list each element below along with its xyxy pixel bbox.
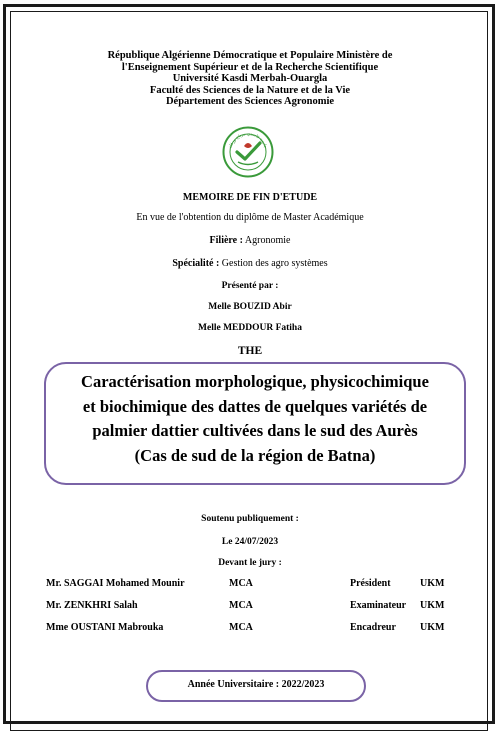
presente-par: Présenté par : bbox=[221, 281, 279, 291]
author-1: Melle BOUZID Abir bbox=[208, 302, 292, 312]
jury-grade-2: MCA bbox=[229, 600, 253, 611]
academic-year: Année Universitaire : 2022/2023 bbox=[187, 679, 325, 690]
jury-grade-1: MCA bbox=[229, 578, 253, 589]
header-line-1: République Algérienne Démocratique et Populaire Ministère de bbox=[107, 50, 393, 61]
memoire-subtitle: En vue de l'obtention du diplôme de Master Académique bbox=[136, 212, 364, 223]
header-line-5: Département des Sciences Agronomie bbox=[165, 96, 335, 107]
thesis-title-line-4: (Cas de sud de la région de Batna) bbox=[134, 445, 376, 465]
thesis-title-line-1: Caractérisation morphologique, physicochimique bbox=[81, 372, 429, 391]
header-line-4: Faculté des Sciences de la Nature et de la Vie bbox=[149, 84, 351, 96]
jury-role-1: Président bbox=[350, 578, 391, 589]
memoire-title: MEMOIRE DE FIN D'ETUDE bbox=[182, 192, 318, 203]
jury-inst-1: UKM bbox=[420, 578, 445, 589]
jury-role-2: Examinateur bbox=[350, 600, 407, 611]
jury-grade-3: MCA bbox=[229, 622, 253, 633]
jury-inst-2: UKM bbox=[420, 600, 445, 611]
university-seal-icon bbox=[222, 126, 274, 178]
jury-name-2: Mr. ZENKHRI Salah bbox=[46, 600, 138, 611]
specialite-label: Spécialité : bbox=[172, 258, 220, 269]
jury-name-1: Mr. SAGGAI Mohamed Mounir bbox=[46, 578, 185, 589]
specialite-value: Gestion des agro systèmes bbox=[221, 258, 328, 269]
header-line-3: Université Kasdi Merbah-Ouargla bbox=[172, 73, 328, 84]
institution-header bbox=[0, 50, 500, 108]
thesis-title bbox=[44, 370, 466, 468]
logo-arc-text: جامعة قاصدي مرباح ورقلة bbox=[227, 130, 269, 149]
jury-heading: Devant le jury : bbox=[218, 558, 282, 568]
defense-date: Le 24/07/2023 bbox=[221, 537, 279, 547]
filiere-value: Agronomie bbox=[244, 235, 291, 246]
specialite-line bbox=[0, 258, 500, 269]
author-2: Melle MEDDOUR Fatiha bbox=[198, 323, 302, 333]
thesis-title-line-2: et biochimique des dattes de quelques variétés de bbox=[82, 396, 428, 416]
filiere-label: Filière : bbox=[209, 235, 243, 246]
jury-inst-3: UKM bbox=[420, 622, 445, 633]
filiere-line bbox=[0, 235, 500, 246]
the-label: THE bbox=[237, 345, 263, 357]
header-line-2: l'Enseignement Supérieur et de la Recherche Scientifique bbox=[121, 61, 379, 73]
jury-role-3: Encadreur bbox=[350, 622, 396, 633]
jury-name-3: Mme OUSTANI Mabrouka bbox=[46, 622, 164, 633]
soutenu-label: Soutenu publiquement : bbox=[201, 514, 299, 524]
thesis-title-line-3: palmier dattier cultivées dans le sud des Aurès bbox=[92, 421, 418, 440]
